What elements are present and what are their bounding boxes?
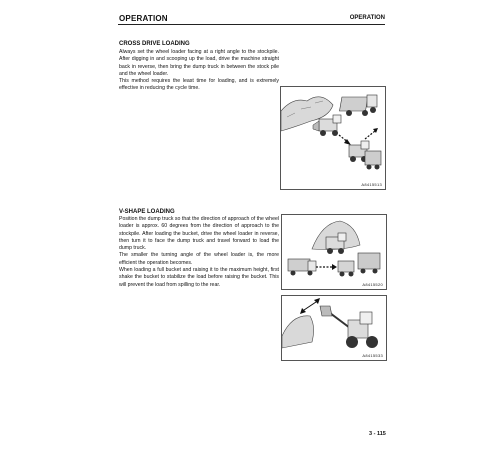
cross-drive-illustration <box>281 87 385 189</box>
paragraph: When loading a full bucket and raising it to the maximum height, first shake the bucket to stabilize the load before raising the bucket. This will prevent the load from spilling to the rear. <box>119 267 279 288</box>
section-body-v-shape <box>119 216 279 289</box>
header-title: OPERATION <box>119 14 168 23</box>
paragraph: The smaller the turning angle of the wheel loader is, the more efficient the operation becomes. <box>119 252 279 266</box>
header-rule <box>118 24 385 25</box>
figure-cross-drive <box>280 86 386 190</box>
figure-code: A8415533 <box>362 353 383 358</box>
figure-code: A8415513 <box>361 182 382 187</box>
paragraph: Always set the wheel loader facing at a right angle to the stockpile. After digging in and scooping up the load, drive the machine straight back in reverse, then bring the dump truck in between the stock pile and the wheel loader. <box>119 49 279 77</box>
section-body-cross-drive <box>119 49 279 93</box>
header-section: OPERATION <box>349 15 385 21</box>
section-title-cross-drive: CROSS DRIVE LOADING <box>119 41 190 47</box>
page-number: 3 - 115 <box>369 431 386 437</box>
section-title-v-shape: V-SHAPE LOADING <box>119 209 175 215</box>
figure-bucket-shake <box>281 295 387 361</box>
figure-v-shape <box>281 214 387 290</box>
v-shape-illustration <box>282 215 386 289</box>
paragraph: This method requires the least time for loading, and is extremely effective in reducing the cycle time. <box>119 78 279 92</box>
paragraph: Position the dump truck so that the direction of approach of the wheel loader is approx. 60 degrees from the direction of approach to the stockpile. After loading the bucket, drive the wheel loader in reverse, then turn it to face the dump truck and travel forward to load the dump truck. <box>119 216 279 252</box>
bucket-shake-illustration <box>282 296 386 360</box>
figure-code: A8415520 <box>362 282 383 287</box>
